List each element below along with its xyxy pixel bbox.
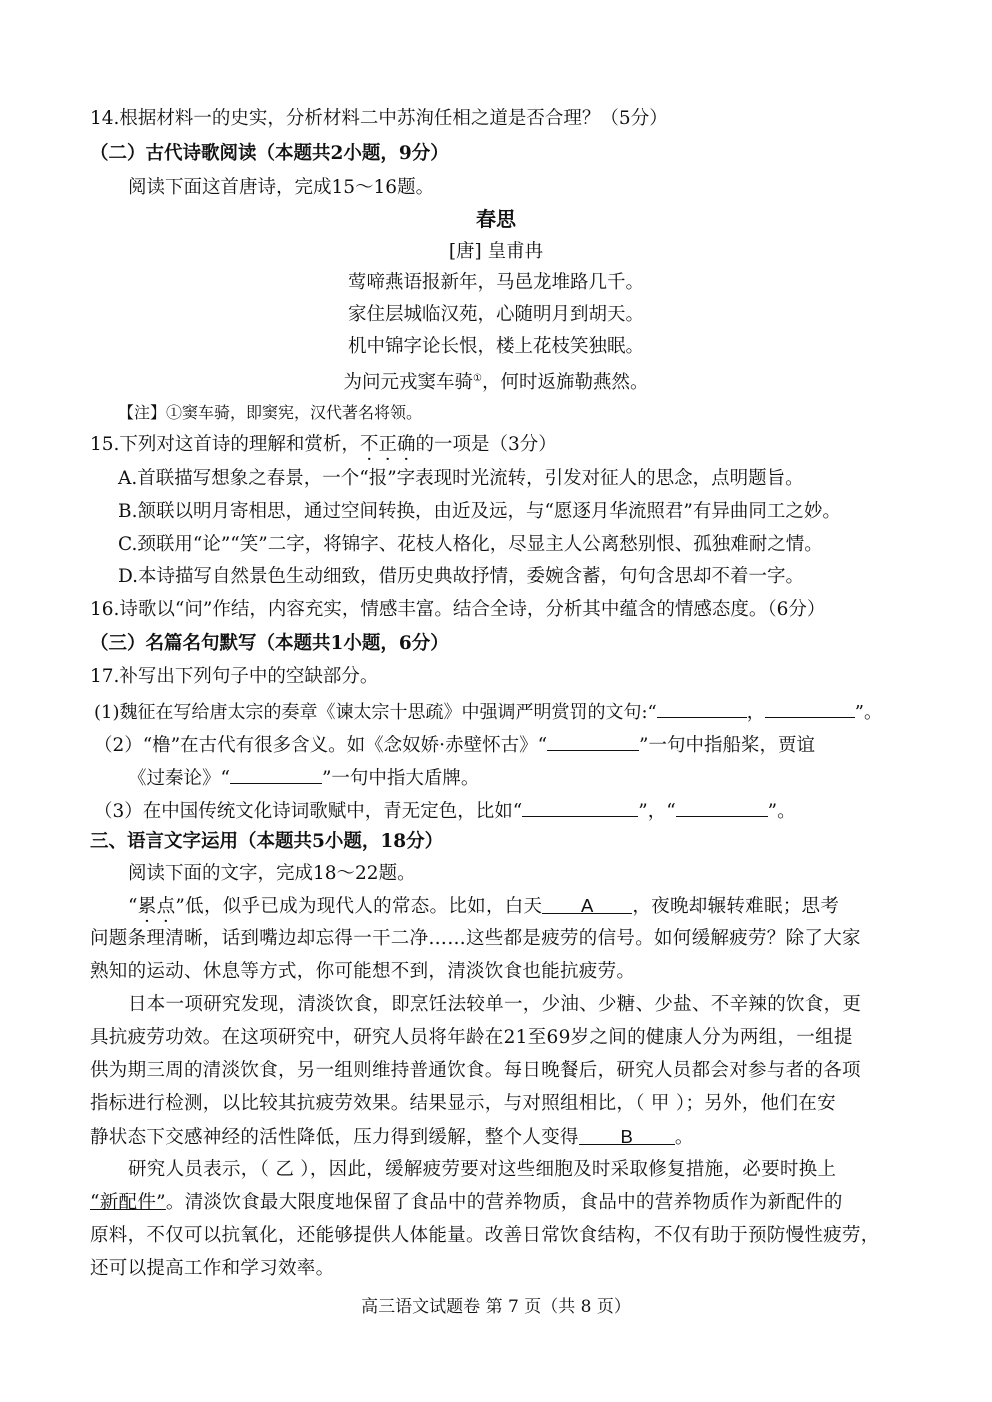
- question-14: 14.根据材料一的史实，分析材料二中苏洵任相之道是否合理？（5分）: [90, 108, 668, 129]
- passage-text: 静状态下交感神经的活性降低，压力得到缓解，整个人变得: [90, 1127, 579, 1148]
- passage-text: 。: [674, 1127, 694, 1148]
- fill-blank[interactable]: [676, 796, 768, 817]
- passage-p2-line-1: 日本一项研究发现，清淡饮食，即烹饪法较单一，少油、少糖、少盐、不辛辣的饮食，更: [128, 994, 862, 1015]
- question-17-item-2-cont: [128, 763, 902, 792]
- poem-title: 春思: [476, 207, 516, 231]
- page-footer: 高三语文试题卷 第 7 页（共 8 页）: [361, 1297, 631, 1317]
- emphasis-char: 累: [137, 896, 157, 917]
- blank-a[interactable]: A: [542, 893, 632, 914]
- passage-p3-line-1: 研究人员表示，（ 乙 ），因此，缓解疲劳要对这些细胞及时采取修复措施，必要时换上: [128, 1159, 837, 1180]
- quote-open: “: [128, 896, 138, 917]
- item-3-separator: ”，“: [638, 801, 676, 822]
- question-15-option-d: D.本诗描写自然景色生动细致，借历史典故抒情，委婉含蓄，句句含思却不着一字。: [118, 566, 805, 587]
- question-15-stem: [90, 432, 902, 458]
- poem-line-4: [0, 366, 992, 396]
- poem-line-4-part2: ，何时返旆勒燕然。: [481, 372, 649, 394]
- item-2-text-d: ”一句中指大盾牌。: [321, 768, 480, 789]
- passage-p1-line-1: [128, 893, 902, 920]
- item-3-end: ”。: [767, 801, 796, 822]
- fill-blank[interactable]: [230, 763, 322, 784]
- poem-footnote: 【注】①窦车骑，即窦宪，汉代著名将领。: [118, 403, 423, 422]
- part-3-instruction: 阅读下面的文字，完成18～22题。: [128, 863, 416, 884]
- emphasis-char: 点: [156, 896, 176, 917]
- question-15-option-a: A.首联描写想象之春景，一个“报”字表现时光流转，引发对征人的思念，点明题旨。: [118, 468, 804, 489]
- underlined-phrase: “新配件”: [90, 1192, 166, 1213]
- fill-blank[interactable]: [657, 697, 747, 718]
- poem-author: [唐] 皇甫冉: [448, 241, 544, 262]
- item-1-separator: ，: [746, 702, 765, 723]
- passage-text: ，夜晚却辗转难眠；思考: [632, 896, 840, 917]
- fill-blank[interactable]: [522, 796, 638, 817]
- item-1-text: (1)魏征在写给唐太宗的奏章《谏太宗十思疏》中强调严明赏罚的文句:“: [94, 702, 657, 723]
- emphasis-char: 确: [396, 434, 416, 455]
- section-ancient-poetry-title: （二）古代诗歌阅读（本题共2小题，9分）: [90, 143, 449, 164]
- item-2-text-b: ”一句中指船桨，贾谊: [639, 735, 815, 756]
- question-17-stem: 17.补写出下列句子中的空缺部分。: [90, 666, 379, 687]
- part-3-title: 三、语言文字运用（本题共5小题，18分）: [90, 831, 444, 852]
- passage-p3-line-4: 还可以提高工作和学习效率。: [90, 1258, 335, 1279]
- question-15-points: 的一项是（3分）: [415, 434, 557, 455]
- emphasis-char: 正: [378, 434, 397, 455]
- question-15-option-b: B.颔联以明月寄相思，通过空间转换，由近及远，与“愿逐月华流照君”有异曲同工之妙。: [118, 501, 841, 522]
- item-1-end: ”。: [854, 702, 882, 723]
- section-ancient-poetry-instruction: 阅读下面这首唐诗，完成15～16题。: [128, 177, 435, 198]
- fill-blank[interactable]: [765, 697, 855, 718]
- passage-p3-line-2: [90, 1190, 902, 1216]
- item-3-text: （3）在中国传统文化诗词歌赋中，青无定色，比如“: [94, 801, 523, 822]
- question-17-item-2: [94, 730, 902, 759]
- passage-p2-line-5: [90, 1124, 902, 1151]
- poem-note-marker: ①: [473, 373, 482, 384]
- passage-p2-line-3: 供为期三周的清淡饮食，另一组则维持普通饮食。每日晚餐后，研究人员都会对参与者的各项: [90, 1060, 861, 1081]
- passage-text: ”低，似乎已成为现代人的常态。比如，白天: [175, 896, 543, 917]
- blank-b[interactable]: B: [579, 1124, 675, 1145]
- passage-p1-line-2: 问题条理清晰，话到嘴边却忘得一干二净……这些都是疲劳的信号。如何缓解疲劳？除了大家: [90, 928, 861, 949]
- passage-p1-line-3: 熟知的运动、休息等方式，你可能想不到，清淡饮食也能抗疲劳。: [90, 961, 636, 982]
- passage-p3-line-3: 原料，不仅可以抗氧化，还能够提供人体能量。改善日常饮食结构，不仅有助于预防慢性疲劳，: [90, 1225, 880, 1246]
- poem-line-1: 莺啼燕语报新年，马邑龙堆路几千。: [347, 272, 644, 293]
- question-15-stem-text: 15.下列对这首诗的理解和赏析，: [90, 434, 360, 455]
- emphasis-char: 不: [359, 434, 379, 455]
- question-16: 16.诗歌以“问”作结，内容充实，情感丰富。结合全诗，分析其中蕴含的情感态度。（6分）: [90, 599, 826, 620]
- poem-line-4-part1: 为问元戎窦车骑: [343, 372, 474, 394]
- question-15-option-c: C.颈联用“论”“笑”二字，将锦字、花枝人格化，尽显主人公离愁别恨、孤独难耐之情。: [118, 534, 823, 555]
- poem-line-3: 机中锦字论长恨，楼上花枝笑独眠。: [347, 336, 644, 357]
- passage-p2-line-2: 具抗疲劳功效。在这项研究中，研究人员将年龄在21至69岁之间的健康人分为两组，一组提: [90, 1027, 853, 1048]
- item-2-text: （2）“橹”在古代有很多含义。如《念奴娇·赤壁怀古》“: [94, 735, 548, 756]
- item-2-text-c: 《过秦论》“: [128, 768, 230, 789]
- poem-line-2: 家住层城临汉苑，心随明月到胡天。: [347, 304, 644, 325]
- passage-text: 。清淡饮食最大限度地保留了食品中的营养物质，食品中的营养物质作为新配件的: [165, 1192, 843, 1213]
- fill-blank[interactable]: [547, 730, 639, 751]
- passage-p2-line-4: 指标进行检测，以比较其抗疲劳效果。结果显示，与对照组相比，（ 甲 ）；另外，他们在安: [90, 1093, 836, 1114]
- question-17-item-1: [94, 697, 902, 726]
- section-dictation-title: （三）名篇名句默写（本题共1小题，6分）: [90, 633, 449, 654]
- question-17-item-3: [94, 796, 902, 825]
